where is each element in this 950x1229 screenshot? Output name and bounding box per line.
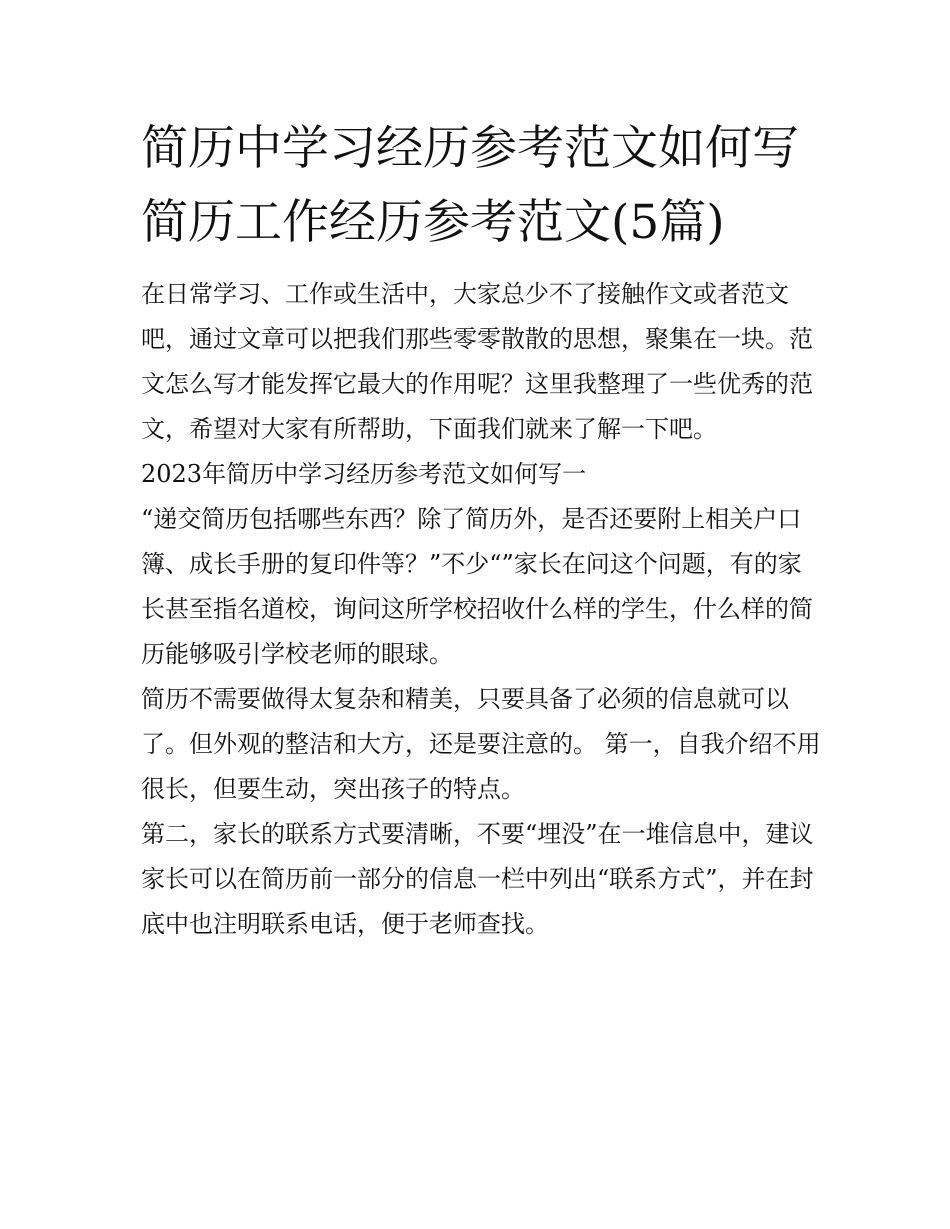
paragraph-question: “递交简历包括哪些东西？除了简历外，是否还要附上相关户口簿、成长手册的复印件等？”不少“”家长在问这个问题，有的家长甚至指名道校，询问这所学校招收什么样的学生，什么样的简历能够吸引学校老师的眼球。	[141, 505, 813, 668]
document-body	[141, 272, 821, 947]
document-title: 简历中学习经历参考范文如何写 简历工作经历参考范文(5篇)	[141, 121, 799, 250]
section-heading: 2023年简历中学习经历参考范文如何写一	[141, 460, 587, 488]
paragraph-second-point: 第二，家长的联系方式要清晰，不要“埋没”在一堆信息中，建议家长可以在简历前一部分的信息一栏中列出“联系方式”，并在封底中也注明联系电话，便于老师查找。	[141, 820, 814, 938]
paragraph-first-point: 简历不需要做得太复杂和精美，只要具备了必须的信息就可以了。但外观的整洁和大方，还是要注意的。 第一，自我介绍不用很长，但要生动，突出孩子的特点。	[141, 685, 821, 803]
document-content	[141, 112, 821, 947]
paragraph-intro: 在日常学习、工作或生活中，大家总少不了接触作文或者范文吧，通过文章可以把我们那些零零散散的思想，聚集在一块。范文怎么写才能发挥它最大的作用呢？这里我整理了一些优秀的范文，希望对大家有所帮助，下面我们就来了解一下吧。	[141, 280, 813, 443]
